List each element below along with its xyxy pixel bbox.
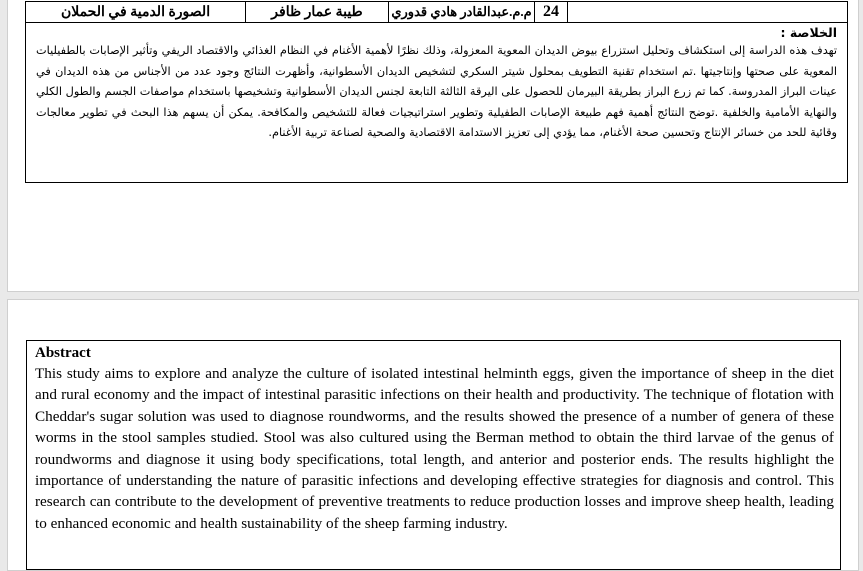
header-empty-cell [567, 2, 847, 22]
header-page-number: 24 [534, 2, 567, 22]
english-abstract-body: This study aims to explore and analyze the culture of isolated intestinal helminth eggs, given the importance of sheep in the diet and rural economy and the impact of intestinal parasitic infections on their health and productivity. The technique of flotation with Cheddar's sugar solution was used to diagnose roundworms, and the results showed the presence of a number of genera of these worms in the stool samples studied. Stool was also cultured using the Berman method to obtain the third larvae of the genus of roundworms and diagnose it using body specifications, total length, and anterior and posterior ends. The results highlight the importance of understanding the nature of parasitic infections and developing effective strategies for diagnosis and control. This research can contribute to the development of preventive treatments to reduce production losses and improve sheep health, leading to enhanced economic and health sustainability of the sheep farming industry. [35, 365, 834, 532]
arabic-abstract-heading: الخلاصة : [780, 25, 837, 40]
arabic-abstract-box [25, 22, 848, 183]
document-page-2 [7, 299, 859, 571]
arabic-abstract-body: تهدف هذه الدراسة إلى استكشاف وتحليل استزراع بيوض الديدان المعوية المعزولة، وذلك نظرًا لأهمية الأغنام في النظام الغذائي والاقتصاد الريفي وتأثير الإصابات بالطفيليات المعوية على صحتها وإنتاجيتها .تم استخدام تقنية التطويف بمحلول شيتر السكري لتشخيص الديدان الأسطوانية، وأظهرت النتائج وجود عدد من الأجناس من هذه الديدان في عينات البراز المدروسة. كما تم زرع البراز بطريقة البيرمان للحصول على اليرقة الثالثة التابعة لجنس الديدان الأسطوانية وتشخيصها باستخدام مواصفات الجسم والطول الكلي والنهاية الأمامية والخلفية .توضح النتائج أهمية فهم طبيعة الإصابات الطفيلية وتطوير استراتيجيات فعالة للتشخيص والمكافحة. يمكن أن يسهم هذا البحث في تطوير معالجات وقائية للحد من خسائر الإنتاج وتحسين صحة الأغنام، مما يؤدي إلى تعزيز الاستدامة الاقتصادية والصحية لصناعة تربية الأغنام. [36, 44, 837, 140]
header-table [25, 1, 848, 23]
header-title: الصورة الدمية في الحملان [60, 4, 211, 20]
header-supervisor: م.م.عبدالقادر هادي قدوري [388, 2, 534, 22]
english-abstract-box [26, 340, 841, 570]
english-abstract-heading: Abstract [35, 345, 91, 361]
document-page-1 [7, 0, 859, 292]
header-author: طيبة عمار ظافر [245, 2, 388, 22]
